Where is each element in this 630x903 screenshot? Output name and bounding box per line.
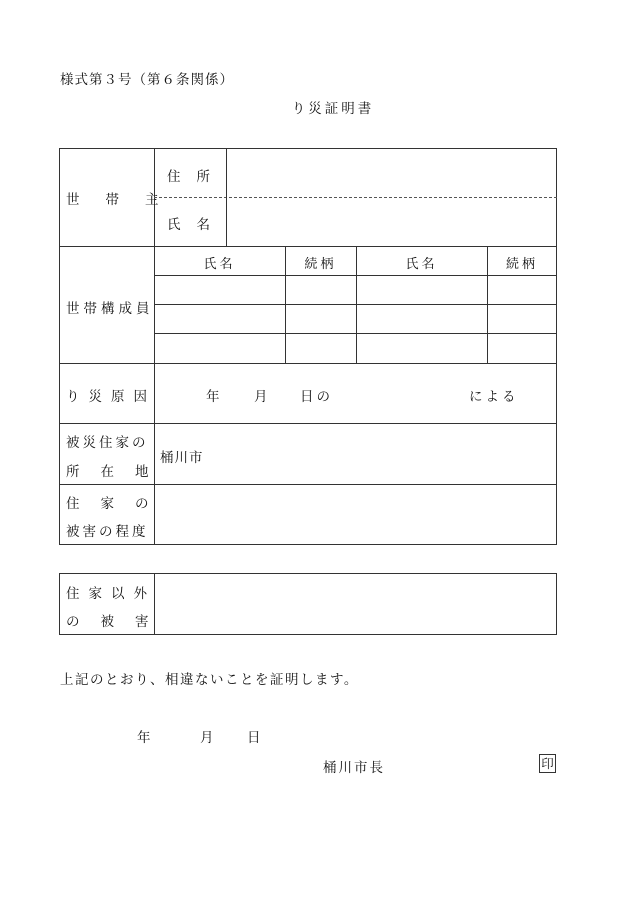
certification-statement: 上記のとおり、相違ないことを証明します。 <box>60 672 359 688</box>
cause-month: 月 <box>254 389 268 405</box>
damage-degree-label-line2: 被害の程度 <box>66 524 149 540</box>
issue-year: 年 <box>137 730 151 746</box>
members-col-header-relation-2: 続柄 <box>505 257 538 272</box>
members-col-header-relation-1: 続柄 <box>304 257 337 272</box>
issue-month: 月 <box>200 730 214 746</box>
issue-day: 日 <box>247 730 261 746</box>
address-label: 住所 <box>167 169 226 185</box>
other-damage-label-line2: の被害 <box>66 614 170 630</box>
cause-day-of: 日の <box>300 389 333 405</box>
row-divider <box>59 423 557 424</box>
location-label-line2: 所在地 <box>66 464 170 480</box>
members-col-header-name-2: 氏名 <box>405 257 438 272</box>
household-head-label <box>66 188 185 208</box>
cause-year: 年 <box>206 389 220 405</box>
cause-label: り災原因 <box>66 389 156 405</box>
row-divider <box>59 484 557 485</box>
cause-by: による <box>469 389 519 405</box>
seal-box: 印 <box>539 754 556 773</box>
form-number: 様式第３号（第６条関係） <box>60 72 234 88</box>
row-divider <box>59 246 557 247</box>
location-label-line1: 被災住家の <box>66 435 149 451</box>
household-members-label: 世帯構成員 <box>66 301 154 317</box>
head-dashed-divider <box>154 197 557 198</box>
issuer-name: 桶川市長 <box>323 760 385 776</box>
household-head-label-text: 世帯主 <box>66 192 185 208</box>
location-value: 桶川市 <box>160 450 204 466</box>
members-col-header-name-1: 氏名 <box>203 257 236 272</box>
row-divider <box>59 363 557 364</box>
damage-degree-label-line1: 住家の <box>66 496 170 512</box>
document-title: り災証明書 <box>291 101 375 117</box>
name-label: 氏名 <box>167 217 226 233</box>
other-damage-label-line1: 住家以外 <box>66 586 156 602</box>
head-sublabel-divider <box>226 148 227 246</box>
